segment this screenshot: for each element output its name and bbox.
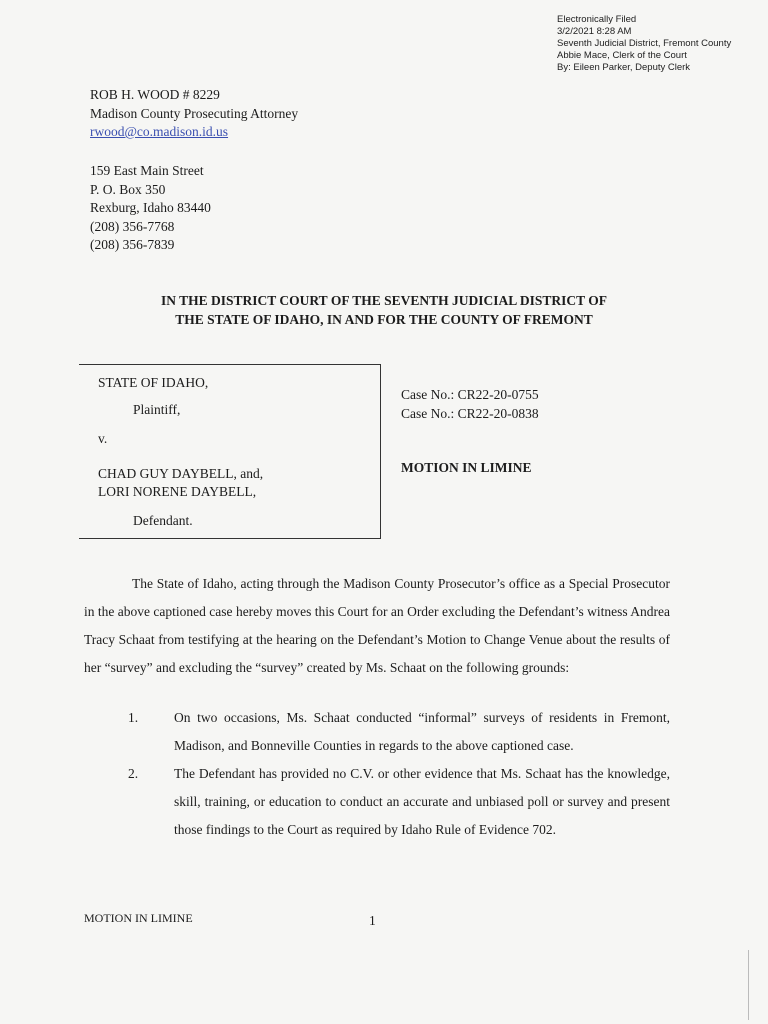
page-number: 1 xyxy=(369,913,376,928)
address-street: 159 East Main Street xyxy=(90,163,204,178)
motion-title: MOTION IN LIMINE xyxy=(401,460,532,475)
scan-edge-line xyxy=(748,950,749,1020)
list-item xyxy=(128,760,670,844)
list-item-number: 1. xyxy=(128,710,139,725)
attorney-email-link[interactable]: rwood@co.madison.id.us xyxy=(90,124,229,139)
stamp-deputy: By: Eileen Parker, Deputy Clerk xyxy=(557,62,691,73)
attorney-name: ROB H. WOOD # 8229 xyxy=(90,87,220,102)
case-numbers xyxy=(401,386,539,423)
defendant-name: CHAD GUY DAYBELL, and, xyxy=(98,466,264,481)
plaintiff-role: Plaintiff, xyxy=(133,402,181,417)
intro-text: The State of Idaho, acting through the Madison County Prosecutor’s office as a Special Prosecutor in the above captioned case hereby moves this Court for an Order excluding the Defendant’s witness Andrea Tracy Schaat from testifying at the hearing on the Defendant’s Motion to Change Venue about the results of her “survey” and excluding the “survey” created by Ms. Schaat on the following grounds: xyxy=(84,576,670,675)
address-block xyxy=(90,162,211,255)
footer-label: MOTION IN LIMINE xyxy=(84,911,193,925)
filing-stamp xyxy=(557,14,731,74)
address-po-box: P. O. Box 350 xyxy=(90,181,166,197)
attorney-block xyxy=(90,86,298,142)
stamp-clerk: Abbie Mace, Clerk of the Court xyxy=(557,50,687,61)
list-item-number: 2. xyxy=(128,766,139,781)
case-number: Case No.: CR22-20-0755 xyxy=(401,387,539,402)
list-item xyxy=(128,704,670,760)
court-heading-line: IN THE DISTRICT COURT OF THE SEVENTH JUDICIAL DISTRICT OF xyxy=(160,293,608,308)
stamp-court: Seventh Judicial District, Fremont County xyxy=(557,38,732,49)
list-item-text: The Defendant has provided no C.V. or other evidence that Ms. Schaat has the knowledge, skill, training, or education to conduct an accurate and unbiased poll or survey and present those findings to the Court as required by Idaho Rule of Evidence 702. xyxy=(174,766,670,837)
court-heading-line: THE STATE OF IDAHO, IN AND FOR THE COUNTY OF FREMONT xyxy=(175,311,593,327)
address-phone: (208) 356-7768 xyxy=(90,218,175,234)
case-number: Case No.: CR22-20-0838 xyxy=(401,405,539,421)
stamp-line: Electronically Filed xyxy=(557,14,637,25)
plaintiff-name: STATE OF IDAHO, xyxy=(98,375,209,390)
case-caption-box xyxy=(79,364,381,539)
intro-paragraph xyxy=(84,570,670,682)
list-item-text: On two occasions, Ms. Schaat conducted “informal” surveys of residents in Fremont, Madison, and Bonneville Counties in regards to the above captioned case. xyxy=(174,710,670,753)
address-city: Rexburg, Idaho 83440 xyxy=(90,200,211,215)
defendant-name: LORI NORENE DAYBELL, xyxy=(98,484,257,499)
stamp-date: 3/2/2021 8:28 AM xyxy=(557,26,632,37)
defendant-role: Defendant. xyxy=(133,513,193,528)
attorney-title: Madison County Prosecuting Attorney xyxy=(90,105,299,121)
address-fax: (208) 356-7839 xyxy=(90,237,175,252)
versus-label: v. xyxy=(98,431,108,446)
court-heading xyxy=(80,292,688,329)
